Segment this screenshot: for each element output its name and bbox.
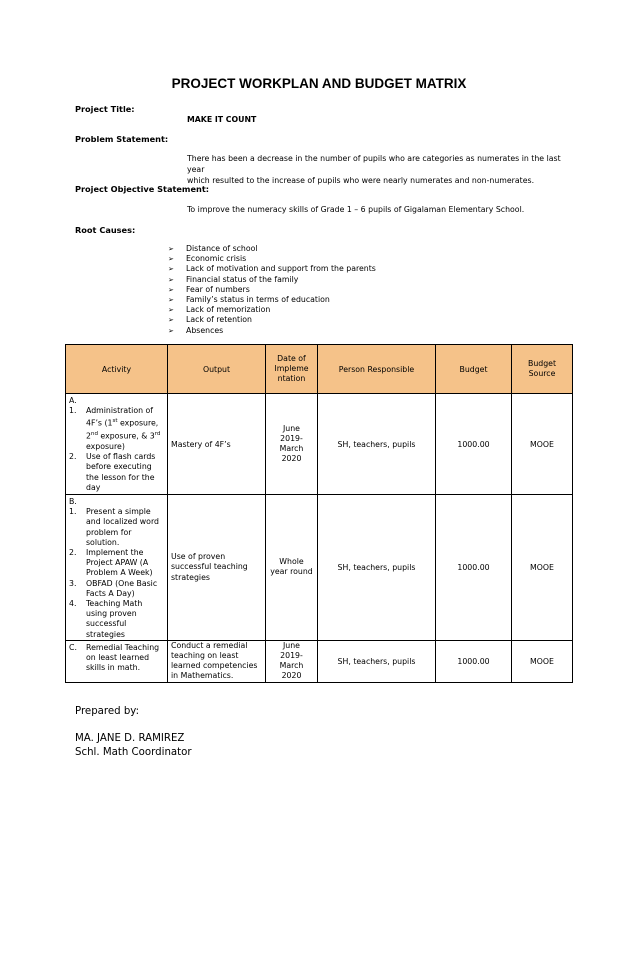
- source-cell: MOOE: [512, 495, 573, 641]
- source-cell: MOOE: [512, 394, 573, 495]
- list-item: ➢ Absences: [168, 325, 224, 335]
- activity-cell: A. 1. Administration of 4F’s (1st exposure, 2nd exposure, & 3rd exposure) 2. Use of flash cards before executing the lesson for the day: [66, 394, 168, 495]
- table-row: [66, 640, 573, 682]
- root-causes-label: Root Causes:: [75, 225, 136, 235]
- output-cell: Mastery of 4F’s: [168, 394, 266, 495]
- date-cell: Whole year round: [266, 495, 318, 641]
- document-title: PROJECT WORKPLAN AND BUDGET MATRIX: [171, 76, 467, 91]
- objective-text: To improve the numeracy skills of Grade 1 – 6 pupils of Gigalaman Elementary School.: [187, 205, 525, 214]
- budget-cell: 1000.00: [436, 394, 512, 495]
- list-item: ➢ Lack of retention: [168, 315, 252, 325]
- list-item: ➢ Economic crisis: [168, 254, 247, 264]
- workplan-table: [65, 344, 573, 683]
- list-item: ➢ Distance of school: [168, 244, 258, 253]
- prepared-by-label: Prepared by:: [75, 706, 140, 717]
- objective-label: Project Objective Statement:: [75, 184, 210, 194]
- project-title-value: MAKE IT COUNT: [187, 115, 257, 124]
- root-causes-list: [168, 244, 376, 336]
- person-cell: SH, teachers, pupils: [318, 394, 436, 495]
- person-cell: SH, teachers, pupils: [318, 640, 436, 682]
- header-date: Date of Impleme ntation: [266, 345, 318, 394]
- arrow-bullet-icon: ➢: [168, 285, 174, 294]
- header-output: Output: [168, 345, 266, 394]
- problem-statement-label: Problem Statement:: [75, 134, 169, 144]
- arrow-bullet-icon: ➢: [168, 326, 174, 335]
- header-budget: Budget: [436, 345, 512, 394]
- header-source: Budget Source: [512, 345, 573, 394]
- budget-cell: 1000.00: [436, 495, 512, 641]
- list-item: ➢ Financial status of the family: [168, 274, 299, 284]
- table-row: [66, 495, 573, 641]
- output-cell: Use of proven successful teaching strategies: [168, 495, 266, 641]
- activity-cell: C. Remedial Teaching on least learned skills in math.: [66, 640, 168, 682]
- source-cell: MOOE: [512, 640, 573, 682]
- problem-statement-line-2: which resulted to the increase of pupils who were nearly numerates and non-numerates.: [187, 176, 535, 185]
- preparer-position: Schl. Math Coordinator: [75, 747, 192, 758]
- arrow-bullet-icon: ➢: [168, 265, 174, 274]
- person-cell: SH, teachers, pupils: [318, 495, 436, 641]
- activity-cell: B. 1. Present a simple and localized word problem for solution. 2. Implement the Project APAW (A Problem A Week) 3. OBFAD (One Basic Facts A Day) 4. Teaching Math using proven successful strategies: [66, 495, 168, 641]
- list-item: ➢ Family’s status in terms of education: [168, 295, 330, 305]
- preparer-name: MA. JANE D. RAMIREZ: [75, 733, 185, 744]
- arrow-bullet-icon: ➢: [168, 316, 174, 325]
- header-person: Person Responsible: [318, 345, 436, 394]
- list-item: ➢ Fear of numbers: [168, 284, 250, 294]
- header-activity: Activity: [66, 345, 168, 394]
- arrow-bullet-icon: ➢: [168, 255, 174, 264]
- output-cell: Conduct a remedial teaching on least learned competencies in Mathematics.: [168, 640, 266, 682]
- problem-statement-line-1: There has been a decrease in the number of pupils who are categories as numerates in the last year: [187, 154, 561, 174]
- table-header-row: [66, 345, 573, 394]
- arrow-bullet-icon: ➢: [168, 296, 174, 305]
- budget-cell: 1000.00: [436, 640, 512, 682]
- list-item: ➢ Lack of motivation and support from the parents: [168, 264, 376, 274]
- list-item: ➢ Lack of memorization: [168, 305, 271, 315]
- arrow-bullet-icon: ➢: [168, 306, 174, 315]
- arrow-bullet-icon: ➢: [168, 275, 174, 284]
- date-cell: June 2019- March 2020: [266, 640, 318, 682]
- table-row: [66, 394, 573, 495]
- date-cell: June 2019- March 2020: [266, 394, 318, 495]
- project-title-label: Project Title:: [75, 104, 135, 114]
- arrow-bullet-icon: ➢: [168, 245, 174, 253]
- problem-statement-text: [187, 153, 577, 186]
